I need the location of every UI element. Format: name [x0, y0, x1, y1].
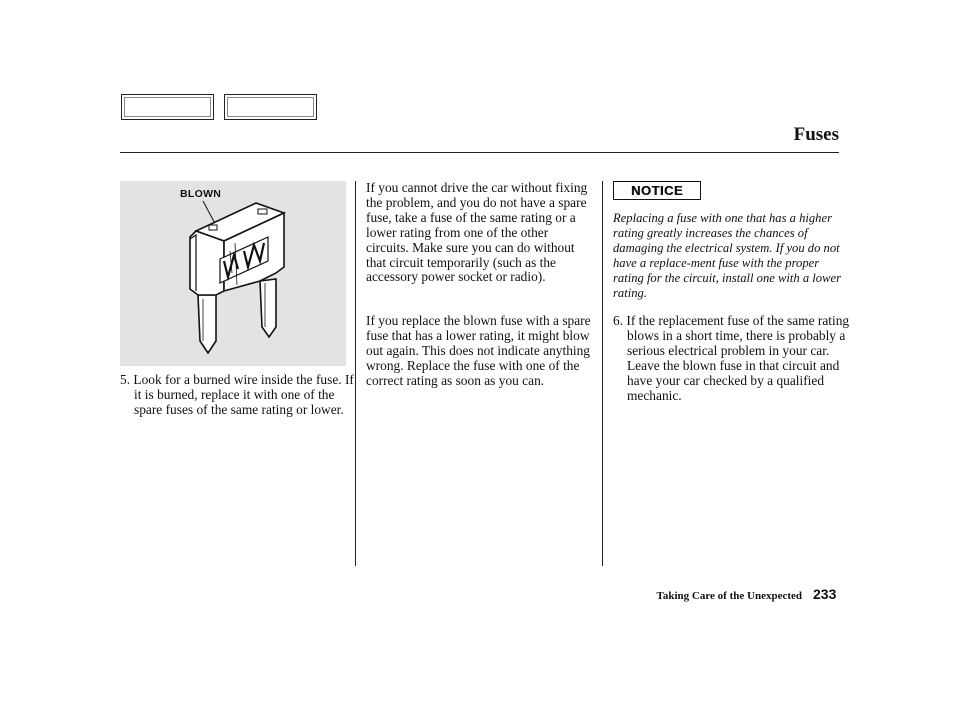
notice-text: Replacing a fuse with one that has a higher rating greatly increases the chances of damaging the electrical system. If you do not have a replace-ment fuse with the proper rating for the circuit, install one with a lower rating.	[613, 211, 841, 300]
blown-fuse-figure	[120, 181, 346, 366]
column-divider	[602, 181, 603, 566]
nav-button-next[interactable]	[224, 94, 317, 120]
page-title: Fuses	[793, 124, 839, 145]
blown-fuse-illustration	[120, 181, 346, 366]
step-5-text: 5. Look for a burned wire inside the fuse. If it is burned, replace it with one of the spare fuses of the same rating or lower.	[120, 372, 354, 417]
notice-badge: NOTICE	[613, 181, 701, 200]
step-6-text: 6. If the replacement fuse of the same rating blows in a short time, there is probably a serious electrical problem in your car. Leave the blown fuse in that circuit and have your car checked by a qualified mechanic.	[613, 313, 850, 403]
paragraph-lower-rating: If you replace the blown fuse with a spare fuse that has a lower rating, it might blow out again. This does not indicate anything wrong. Replace the fuse with one of the correct rating as soon as you can.	[366, 313, 591, 388]
page-number: 233	[813, 586, 837, 602]
footer-section-title: Taking Care of the Unexpected	[656, 590, 802, 602]
figure-label: BLOWN	[180, 188, 222, 200]
paragraph-no-spare-fuse: If you cannot drive the car without fixing the problem, and you do not have a spare fuse, take a fuse of the same rating or a lower rating from one of the other circuits. Make sure you can do without that circuit temporarily (such as the accessory power socket or radio).	[366, 180, 588, 285]
header-rule	[120, 152, 839, 153]
nav-button-previous[interactable]	[121, 94, 214, 120]
